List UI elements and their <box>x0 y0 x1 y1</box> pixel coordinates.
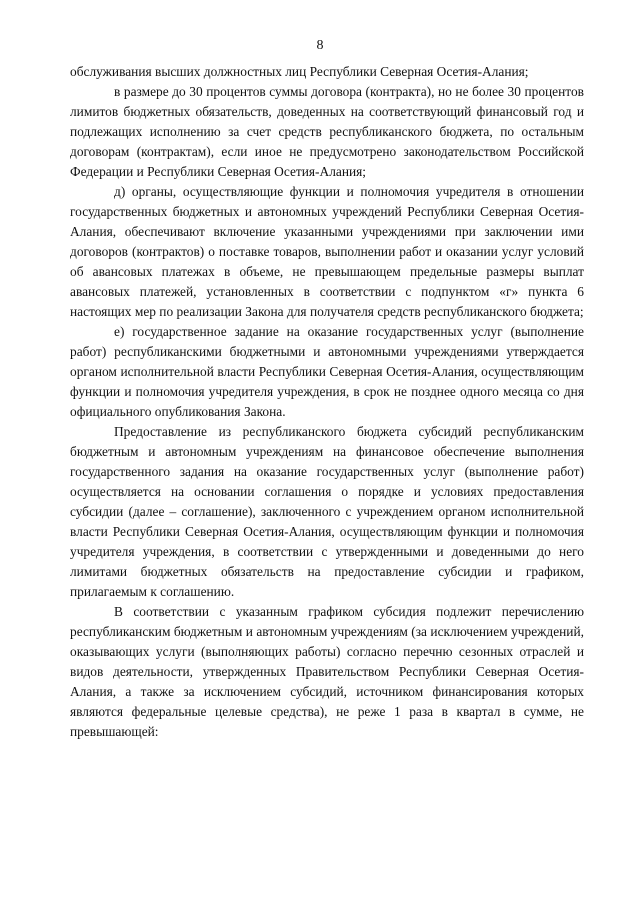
paragraph-2: в размере до 30 процентов суммы договора (контракта), но не более 30 процентов лимитов бюджетных обязательств, доведенных на соответствующий финансовый год и подлежащих исполнению за счет средств республиканского бюджета, по остальным договорам (контрактам), если иное не предусмотрено законодательством Российской Федерации и Республики Северная Осетия-Алания; <box>70 84 584 179</box>
paragraph-5: Предоставление из республиканского бюджета субсидий республиканским бюджетным и автономным учреждениям на финансовое обеспечение выполнения государственного задания на оказание государственных услуг (выполнение работ) осуществляется на основании соглашения о порядке и условиях предоставления субсидии (далее – соглашение), заключенного с учреждением органом исполнительной власти Республики Северная Осетия-Алания, осуществляющим функции и полномочия учредителя учреждения, в соответствии с утвержденными и доведенными до него лимитами бюджетных обязательств на предоставление субсидии и графиком, прилагаемым к соглашению. <box>70 424 584 599</box>
page-number: 8 <box>316 38 324 53</box>
paragraph-1: обслуживания высших должностных лиц Республики Северная Осетия-Алания; <box>70 64 529 79</box>
document-body <box>70 62 584 742</box>
paragraph-4: е) государственное задание на оказание государственных услуг (выполнение работ) республиканскими бюджетными и автономными учреждениями утверждается органом исполнительной власти Республики Северная Осетия-Алания, осуществляющим функции и полномочия учредителя учреждения, в срок не позднее одного месяца со дня официального опубликования Закона. <box>70 324 584 419</box>
paragraph-3: д) органы, осуществляющие функции и полномочия учредителя в отношении государственных бюджетных и автономных учреждений Республики Северная Осетия-Алания, обеспечивают включение указанными учреждениями при заключении ими договоров (контрактов) о поставке товаров, выполнении работ и оказании услуг условий об авансовых платежах в объеме, не превышающем предельные размеры выплат авансовых платежей, установленных в соответствии с подпунктом «г» пункта 6 настоящих мер по реализации Закона для получателя средств республиканского бюджета; <box>70 184 584 319</box>
paragraph-6: В соответствии с указанным графиком субсидия подлежит перечислению республиканским бюджетным и автономным учреждениям (за исключением учреждений, оказывающих услуги (выполняющих работы) согласно перечню сезонных отраслей и видов деятельности, утвержденных Правительством Республики Северная Осетия-Алания, а также за исключением субсидий, источником финансирования которых являются федеральные целевые средства), не реже 1 раза в квартал в сумме, не превышающей: <box>70 604 584 739</box>
